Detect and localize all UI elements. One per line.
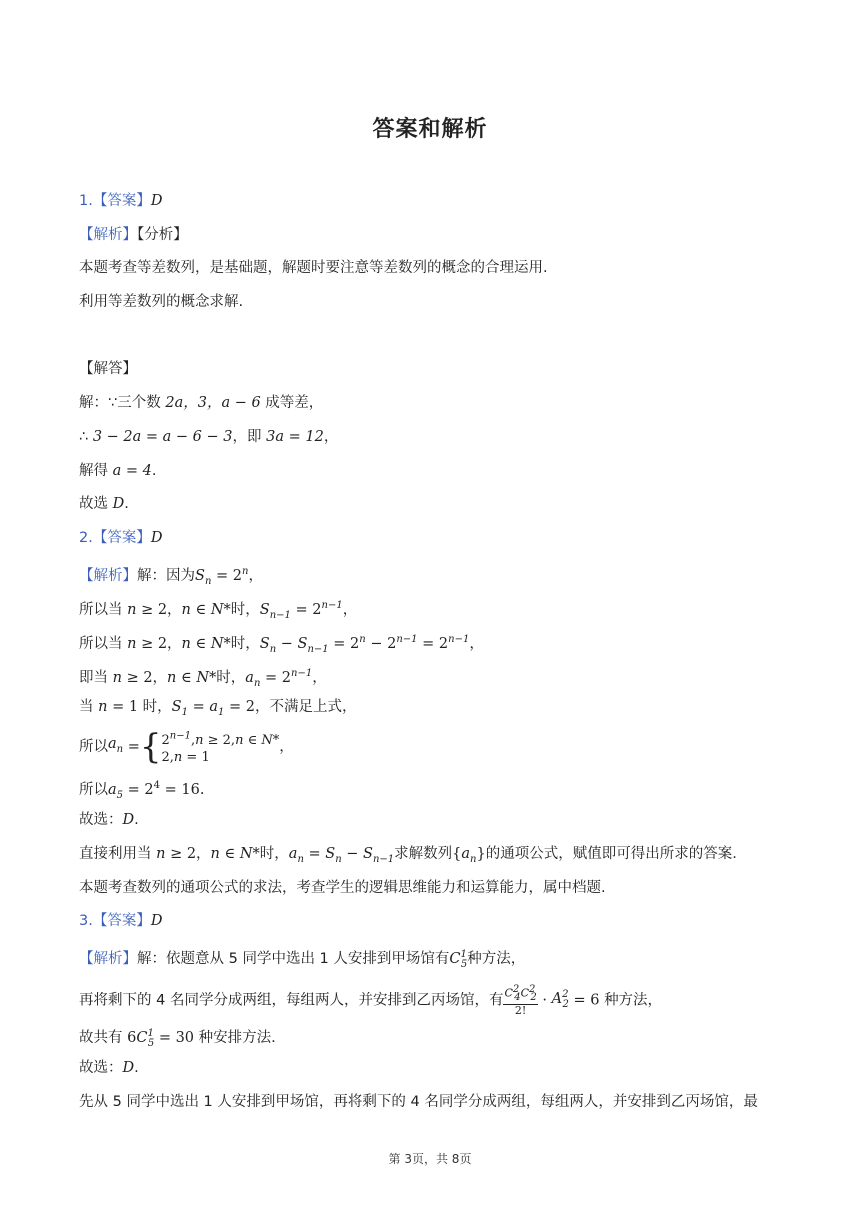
- q3-answer: D: [150, 913, 163, 929]
- q2-line-6-piecewise: 所以$a_n =\{2^{n-1},n \ge 2,n$ ∈ N* 2,n = 1，: [79, 727, 294, 768]
- q2-line-8: 故选：D.: [79, 812, 139, 828]
- q2-line-3: 所以当 n ≥ 2，n ∈ N*时，$S_n - S_{n-1} = 2^n - 2^{n-1} = 2^{n-1}$，: [79, 634, 484, 655]
- page-title: 答案和解析: [372, 117, 488, 142]
- q1-jieda-tag: 【解答】: [79, 361, 137, 377]
- q2-line-9: 直接利用当 n ≥ 2，n ∈ N*时，$a_n = S_n - S_{n-1}$求解数列$\{a_n\}$的通项公式，赋值即可得出所求的答案.: [79, 846, 737, 865]
- q1-jiexi-tag: 【解析】: [79, 227, 137, 243]
- q2-answer-tag: 【答案】: [92, 530, 151, 546]
- q2-line-1: 【解析】解：因为$S_n = 2^n$，: [79, 566, 263, 587]
- q1-step-3: 解得 a = 4.: [79, 463, 157, 479]
- q3-line-4: 故选：D.: [79, 1060, 139, 1076]
- q1-step-2: ∴ 3 − 2a = a − 6 − 3，即 3a = 12，: [79, 429, 339, 445]
- q1-answer-line: [79, 191, 162, 211]
- q3-line-5: 先从 5 同学中选出 1 人安排到甲场馆，再将剩下的 4 名同学分成两组，每组两人，并安排到乙丙场馆，最: [79, 1094, 758, 1110]
- q1-jiexi-line: [79, 225, 188, 245]
- q1-number: 1.: [79, 193, 93, 209]
- q3-line-3: 故共有 $6C^1_5 = 30$ 种安排方法.: [79, 1028, 276, 1049]
- q3-line-1: 【解析】解：依题意从 5 同学中选出 1 人安排到甲场馆有$C^1_5$种方法，: [79, 949, 526, 970]
- q2-answer: D: [150, 530, 163, 546]
- q1-fenxi-tag: 【分析】: [137, 227, 188, 243]
- q2-answer-line: [79, 528, 162, 548]
- q2-line-4: 即当 n ≥ 2，n ∈ N*时，$a_n = 2^{n-1}$，: [79, 668, 327, 689]
- q3-answer-line: [79, 911, 162, 931]
- q1-step-4: 故选 D.: [79, 496, 129, 512]
- q1-fenxi-text-2: 利用等差数列的概念求解.: [79, 294, 244, 310]
- q3-line-2: 再将剩下的 4 名同学分成两组，每组两人，并安排到乙丙场馆，有 $\frac{C^2_4C^2_2}{2!}$ · $A^2_2 = 6$ 种方法，: [79, 984, 663, 1017]
- q1-fenxi-text-1: 本题考查等差数列，是基础题，解题时要注意等差数列的概念的合理运用.: [79, 260, 548, 276]
- page-footer: 第 3页，共 8页: [388, 1152, 472, 1166]
- q2-line-2: 所以当 n ≥ 2，n ∈ N*时，$S_{n-1} = 2^{n-1}$，: [79, 600, 358, 621]
- q2-line-5: 当 n = 1 时，$S_1 = a_1 = 2$，不满足上式，: [79, 699, 357, 718]
- q1-answer: D: [150, 193, 163, 209]
- q1-answer-tag: 【答案】: [92, 193, 151, 209]
- q3-number: 3.: [79, 913, 93, 929]
- q2-line-10: 本题考查数列的通项公式的求法，考查学生的逻辑思维能力和运算能力，属中档题.: [79, 880, 606, 896]
- q3-answer-tag: 【答案】: [92, 913, 151, 929]
- q2-number: 2.: [79, 530, 93, 546]
- q1-step-1: 解：∵三个数 2a，3，a − 6 成等差，: [79, 395, 324, 411]
- q2-line-7: 所以$a_5 = 2^4 = 16$.: [79, 780, 205, 801]
